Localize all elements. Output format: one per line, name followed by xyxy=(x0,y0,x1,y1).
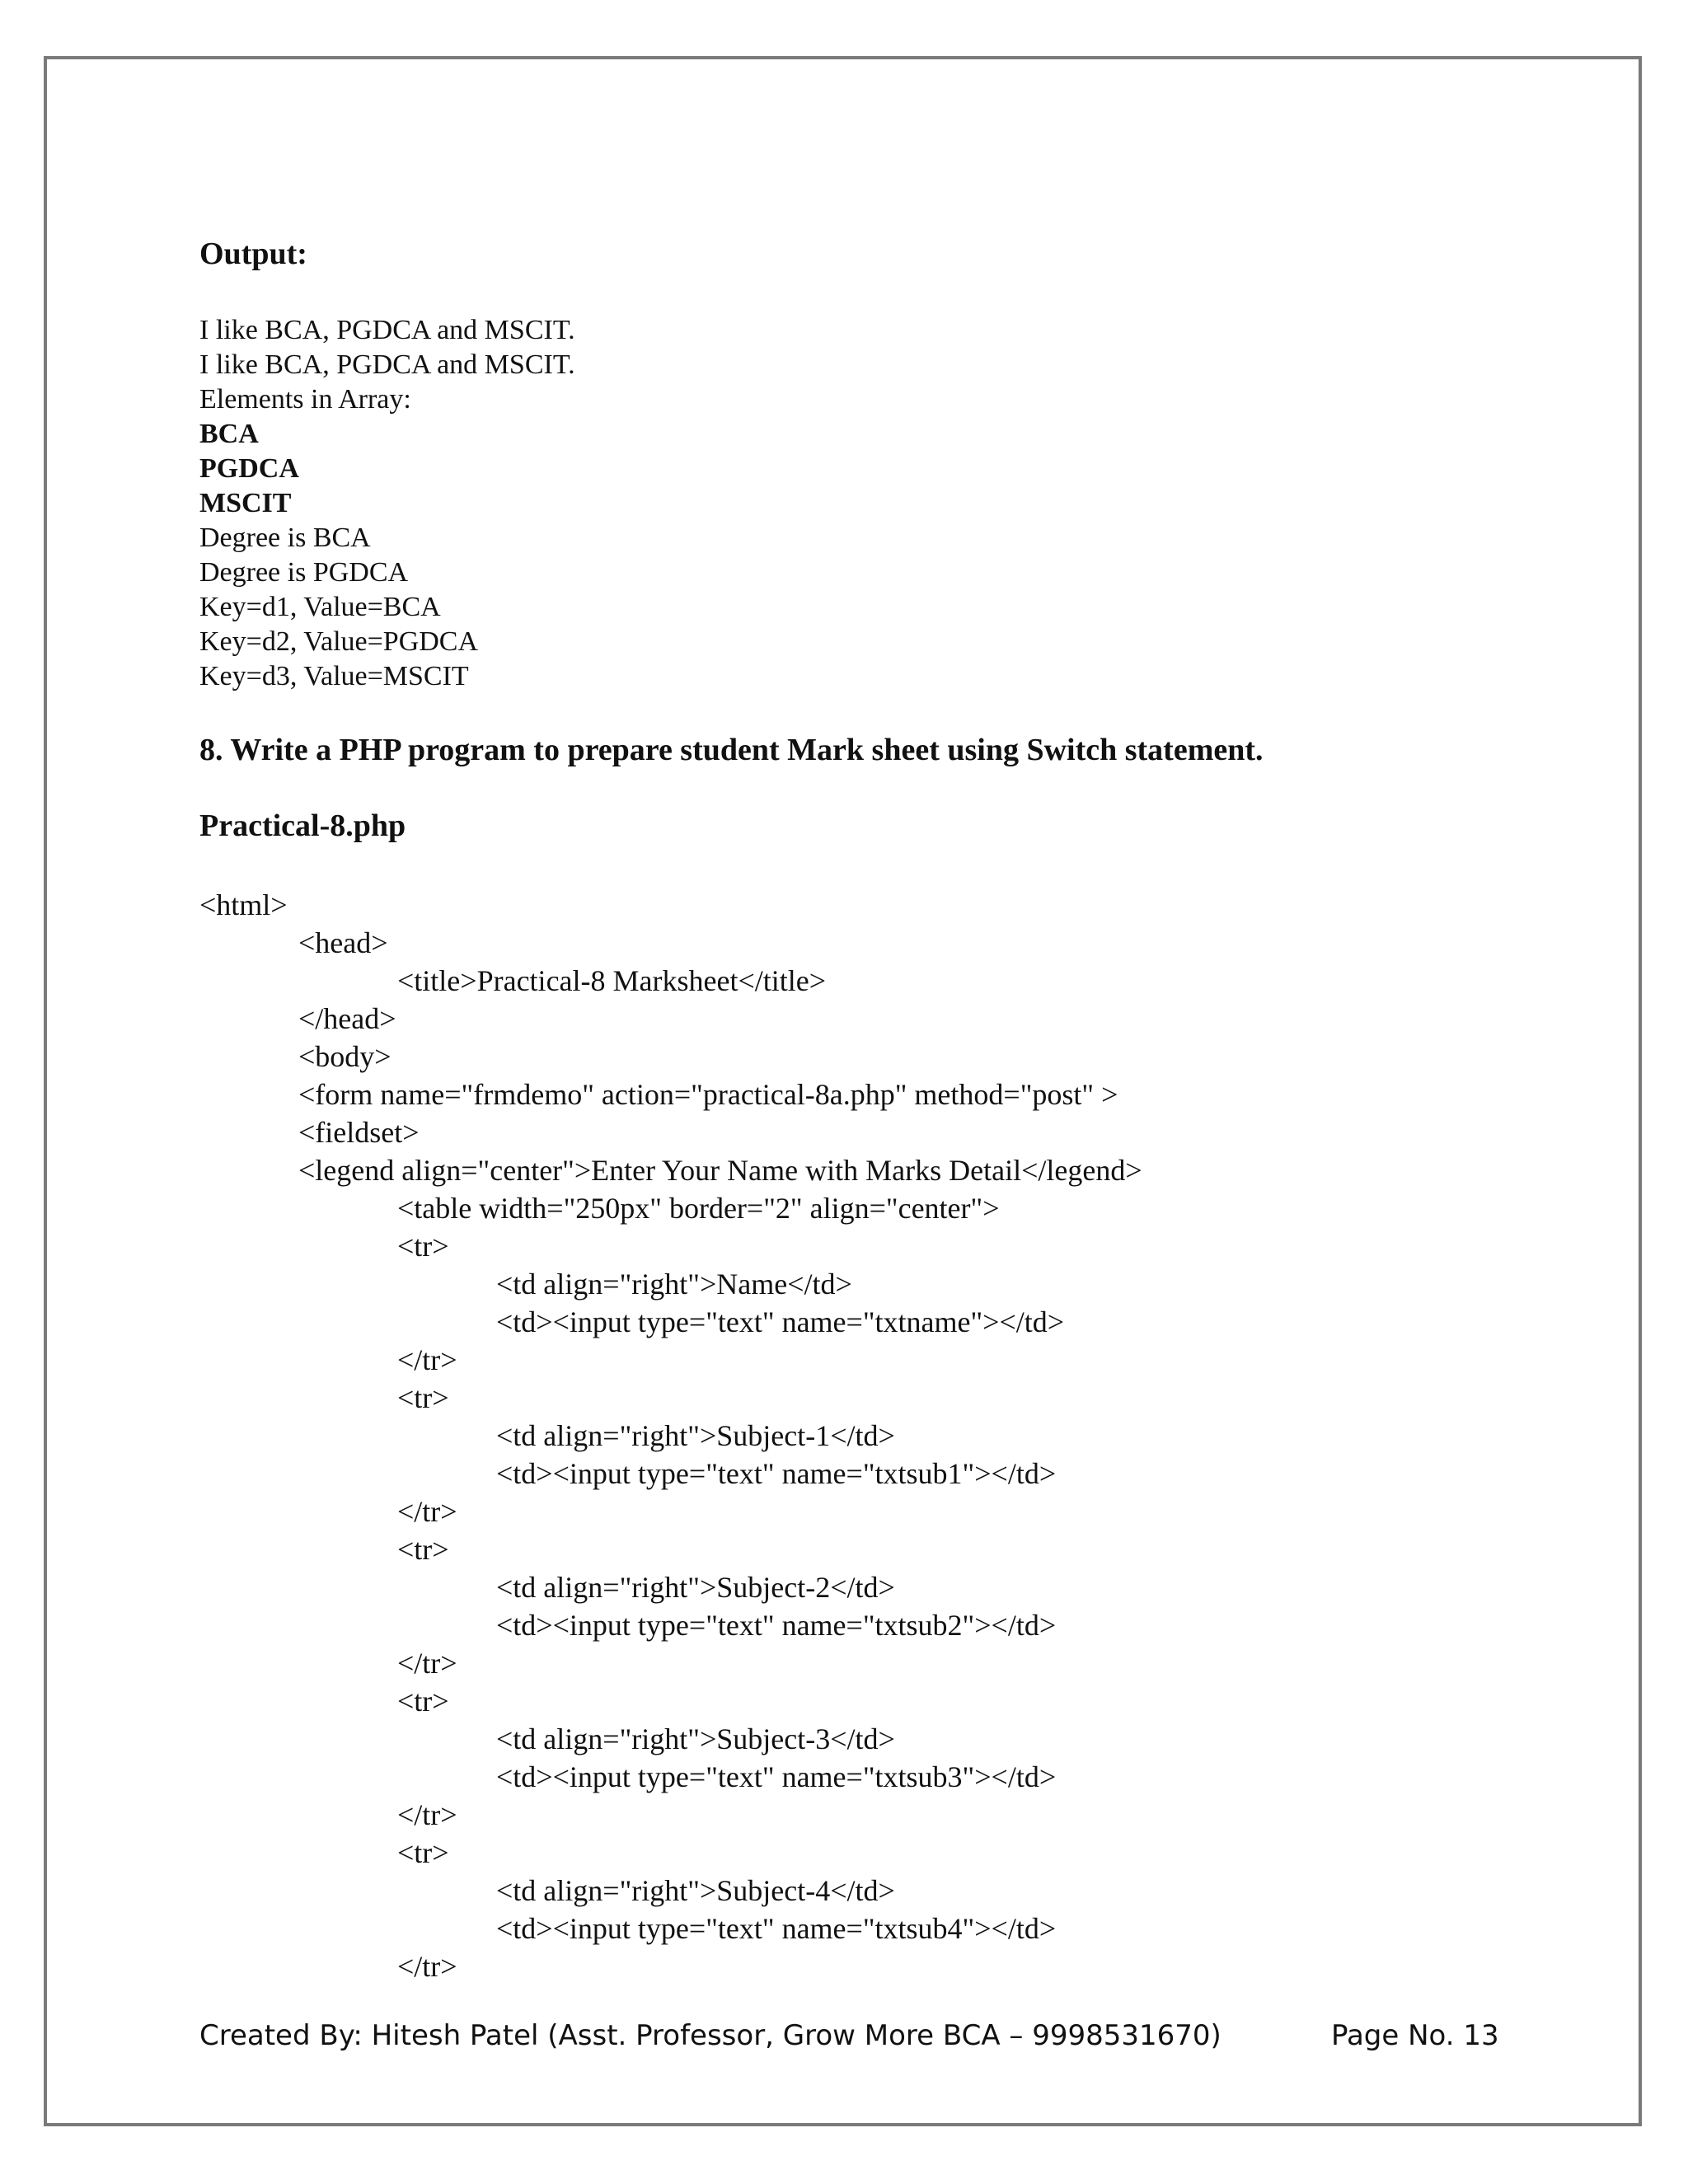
code-line: <tr> xyxy=(397,1685,449,1718)
output-line: Degree is BCA xyxy=(199,523,371,553)
code-line: </tr> xyxy=(397,1495,457,1528)
code-line: <tr> xyxy=(397,1230,449,1263)
code-line: </tr> xyxy=(397,1798,457,1831)
output-line: I like BCA, PGDCA and MSCIT. xyxy=(199,315,575,345)
code-line: <td align="right">Subject-2</td> xyxy=(496,1571,895,1604)
code-line: <td><input type="text" name="txtsub3"></td> xyxy=(496,1760,1057,1793)
footer-credit: Created By: Hitesh Patel (Asst. Professor, Grow More BCA – 9998531670) xyxy=(199,2019,1221,2052)
footer-page-number: Page No. 13 xyxy=(1331,2019,1499,2052)
question-heading: 8. Write a PHP program to prepare student Mark sheet using Switch statement. xyxy=(199,733,1264,767)
output-line: BCA xyxy=(199,419,259,449)
output-line: I like BCA, PGDCA and MSCIT. xyxy=(199,349,575,380)
code-line: <td align="right">Subject-3</td> xyxy=(496,1722,895,1755)
output-heading: Output: xyxy=(199,237,307,271)
code-line: <legend align="center">Enter Your Name with Marks Detail</legend> xyxy=(298,1154,1142,1187)
output-line: Key=d3, Value=MSCIT xyxy=(199,661,469,691)
code-line: <td align="right">Subject-1</td> xyxy=(496,1419,895,1452)
code-line: </head> xyxy=(298,1002,396,1035)
code-line: <td align="right">Subject-4</td> xyxy=(496,1874,895,1907)
output-line: Elements in Array: xyxy=(199,384,411,415)
code-line: <td><input type="text" name="txtsub1"></td> xyxy=(496,1457,1057,1490)
output-line: PGDCA xyxy=(199,453,299,484)
code-line: </tr> xyxy=(397,1950,457,1983)
code-line: <fieldset> xyxy=(298,1116,420,1149)
code-line: <body> xyxy=(298,1040,392,1073)
code-line: <tr> xyxy=(397,1381,449,1414)
code-line: <td><input type="text" name="txtname"></td> xyxy=(496,1305,1065,1338)
code-line: <td><input type="text" name="txtsub4"></td> xyxy=(496,1912,1057,1945)
file-name-heading: Practical-8.php xyxy=(199,808,406,843)
output-line: MSCIT xyxy=(199,488,292,518)
code-line: <head> xyxy=(298,926,388,959)
output-line: Key=d1, Value=BCA xyxy=(199,592,441,622)
code-line: <td align="right">Name</td> xyxy=(496,1268,852,1301)
code-line: <tr> xyxy=(397,1533,449,1566)
code-line: </tr> xyxy=(397,1343,457,1376)
code-line: <title>Practical-8 Marksheet</title> xyxy=(397,964,827,997)
code-line: <form name="frmdemo" action="practical-8a.php" method="post" > xyxy=(298,1078,1118,1111)
code-line: <table width="250px" border="2" align="center"> xyxy=(397,1192,1000,1225)
code-line: <tr> xyxy=(397,1836,449,1869)
code-line: </tr> xyxy=(397,1647,457,1680)
code-line: <td><input type="text" name="txtsub2"></td> xyxy=(496,1609,1057,1642)
code-line: <html> xyxy=(199,888,288,921)
output-line: Key=d2, Value=PGDCA xyxy=(199,626,479,657)
output-line: Degree is PGDCA xyxy=(199,557,409,588)
